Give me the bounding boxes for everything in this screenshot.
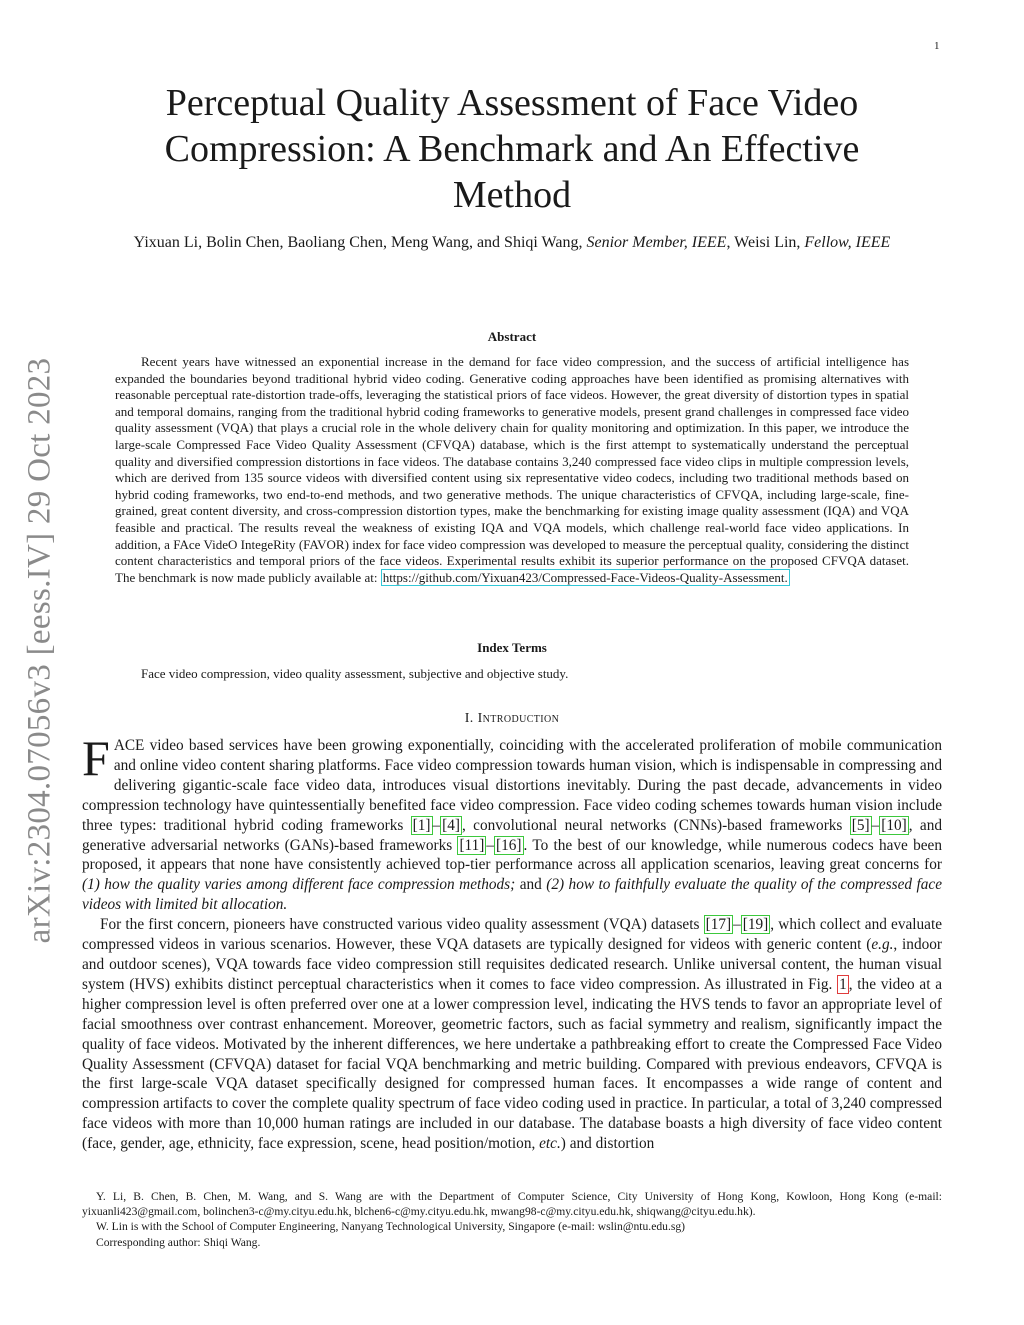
intro-text: , and generative adversarial networks (GANs)-based frameworks: [82, 816, 942, 854]
figure-reference-link[interactable]: 1: [839, 975, 847, 993]
author-list: [82, 232, 942, 254]
abstract-body: [115, 354, 909, 586]
author-role-senior: Senior Member, IEEE: [586, 234, 727, 251]
intro-text: –: [871, 816, 880, 834]
citation-link[interactable]: [4]: [442, 816, 461, 834]
footnote-corresponding-author: Corresponding author: Shiqi Wang.: [96, 1235, 261, 1249]
citation-link[interactable]: [10]: [881, 816, 907, 834]
benchmark-url-link[interactable]: https://github.com/Yixuan423/Compressed-Face-Videos-Quality-Assessment.: [382, 569, 788, 585]
abstract-heading: Abstract: [487, 329, 537, 344]
intro-text: –: [733, 916, 741, 934]
intro-text: . To the best of our knowledge, while numerous codecs have been proposed, it appears that none have consistently achieved top-tier performance across all application scenarios, leaving great concerns for: [82, 836, 942, 874]
citation-link[interactable]: [17]: [705, 916, 732, 934]
section-numeral: I.: [464, 711, 474, 726]
citation-link[interactable]: [1]: [412, 816, 431, 834]
paper-title: Perceptual Quality Assessment of Face Video Compression: A Benchmark and An Effective Method: [164, 82, 860, 216]
citation-link[interactable]: [11]: [459, 836, 485, 854]
intro-italic-text: (1) how the quality varies among different face compression methods;: [82, 876, 516, 894]
intro-text: and: [515, 876, 547, 894]
citation-link[interactable]: [5]: [851, 816, 870, 834]
author-names: Yixuan Li, Bolin Chen, Baoliang Chen, Meng Wang, and Shiqi Wang,: [133, 234, 583, 251]
section-heading-introduction: [0, 711, 1024, 727]
section-title: Introduction: [477, 711, 560, 726]
index-terms-text: Face video compression, video quality assessment, subjective and objective study.: [141, 666, 569, 681]
citation-link[interactable]: [16]: [496, 836, 522, 854]
page-number: 1: [934, 40, 940, 52]
introduction-body: [82, 730, 943, 1154]
intro-italic-text: e.g.: [871, 936, 894, 954]
intro-text: –: [486, 836, 495, 854]
intro-text: , the video at a higher compression level is often preferred over one at a lower compression level, indicating the HVS tends to favor an appropriate level of facial smoothness over contrast enhancement. Moreover, geometric factors, such as facial symmetry and realism, significantly impact the quality of face videos. Motivated by the inherent differences, we here undertake a pathbreaking effort to create the Compressed Face Video Quality Assessment (CFVQA) dataset for facial VQA benchmarking and metric building. Compared with previous endeavors, CFVQA is the first large-scale VQA dataset specifically designed for compressed human faces. It encompasses a wide range of content and compression artifacts to cover the complete quality spectrum of face video coding used in practice. In particular, a total of 3,240 compressed face videos with more than 10,000 human ratings are included in our database. The database boasts a high diversity of face video content (face, gender, age, ethnicity, face expression, scene, head position/motion,: [82, 975, 942, 1153]
intro-paragraph-1: [82, 730, 942, 915]
intro-text: , indoor and outdoor scenes), VQA towards face video compression still requisites dedicated research. Unlike universal content, the human visual system (HVS) exhibits distinct perceptual characteristics when it comes to face video compression. As illustrated in Fig.: [82, 936, 942, 993]
intro-italic-text: etc.: [539, 1135, 561, 1153]
intro-text: For the first concern, pioneers have constructed various video quality assessment (VQA) datasets: [100, 916, 704, 934]
author-footnotes: [82, 1189, 942, 1250]
author-role-fellow: Fellow, IEEE: [804, 234, 891, 251]
intro-text: , convolutional neural networks (CNNs)-based frameworks: [462, 816, 850, 834]
arxiv-identifier: arXiv:2304.07056v3 [eess.IV] 29 Oct 2023: [21, 357, 58, 943]
author-names-second: , Weisi Lin,: [726, 234, 801, 251]
intro-text: –: [432, 816, 441, 834]
intro-italic-text: (2) how to faithfully evaluate the quality of the compressed face videos with limited bit allocation.: [82, 876, 942, 914]
citation-link[interactable]: [19]: [742, 916, 769, 934]
index-terms-heading: Index Terms: [477, 640, 547, 655]
abstract-text: Recent years have witnessed an exponential increase in the demand for face video compression, and the success of artificial intelligence has expanded the boundaries beyond traditional hybrid video coding. Generative coding approaches have been identified as promising alternatives with reasonable perceptual rate-distortion trade-offs, leveraging the statistical priors of face videos. However, the great diversity of distortion types in spatial and temporal domains, ranging from the traditional hybrid coding frameworks to generative models, present grand challenges in compressed face video quality assessment (VQA) that plays a crucial role in the whole delivery chain for quality monitoring and optimization. In this paper, we introduce the large-scale Compressed Face Video Quality Assessment (CFVQA) database, which is the first attempt to systematically understand the perceptual quality and diversified compression distortions in face videos. The database contains 3,240 compressed face video clips in multiple compression levels, which are derived from 135 source videos with diversified content using six representative video codecs, including two traditional methods based on hybrid coding frameworks, two end-to-end methods, and two generative methods. The unique characteristics of CFVQA, including large-scale, fine-grained, great content diversity, and cross-compression distortion types, make the benchmarking for existing image quality assessment (IQA) and VQA feasible and practical. The results reveal the weakness of existing IQA and VQA models, which challenge real-world face video applications. In addition, a FAce VideO IntegeRity (FAVOR) index for face video compression was developed to measure the perceptual quality, considering the distinct content characteristics and temporal priors of the face videos. Experimental results exhibit its superior performance on the proposed CFVQA dataset. The benchmark is now made publicly available at:: [115, 354, 909, 585]
drop-cap: F: [82, 730, 110, 786]
footnote-affiliation-ntu: W. Lin is with the School of Computer Engineering, Nanyang Technological University, Singapore (e-mail: wslin@ntu.edu.sg): [96, 1220, 686, 1234]
intro-text: , which collect and evaluate compressed videos in various scenarios. However, these VQA datasets are typically designed for videos with generic content (: [82, 916, 943, 954]
intro-text: ) and distortion: [560, 1135, 655, 1153]
footnote-affiliation-cityu: Y. Li, B. Chen, B. Chen, M. Wang, and S. Wang are with the Department of Computer Science, City University of Hong Kong, Kowloon, Hong Kong (e-mail: yixuanli423@gmail.com, bolinchen3-c@my.cityu.edu.hk, blchen6-c@my.cityu.edu.hk, mwang98-c@my.cityu.edu.hk, shiqwang@cityu.edu.hk).: [82, 1190, 942, 1219]
intro-paragraph-2: [82, 915, 942, 1154]
intro-text: ACE video based services have been growing exponentially, coinciding with the accelerated proliferation of mobile communication and online video content sharing platforms. Face video compression towards human vision, which is indispensable in compressing and delivering gigantic-scale face video data, introduces visual distortions inevitably. During the past decade, advancements in video compression technology have quintessentially benefited face video compression. Face video coding schemes towards human vision include three types: traditional hybrid coding frameworks: [82, 737, 942, 834]
